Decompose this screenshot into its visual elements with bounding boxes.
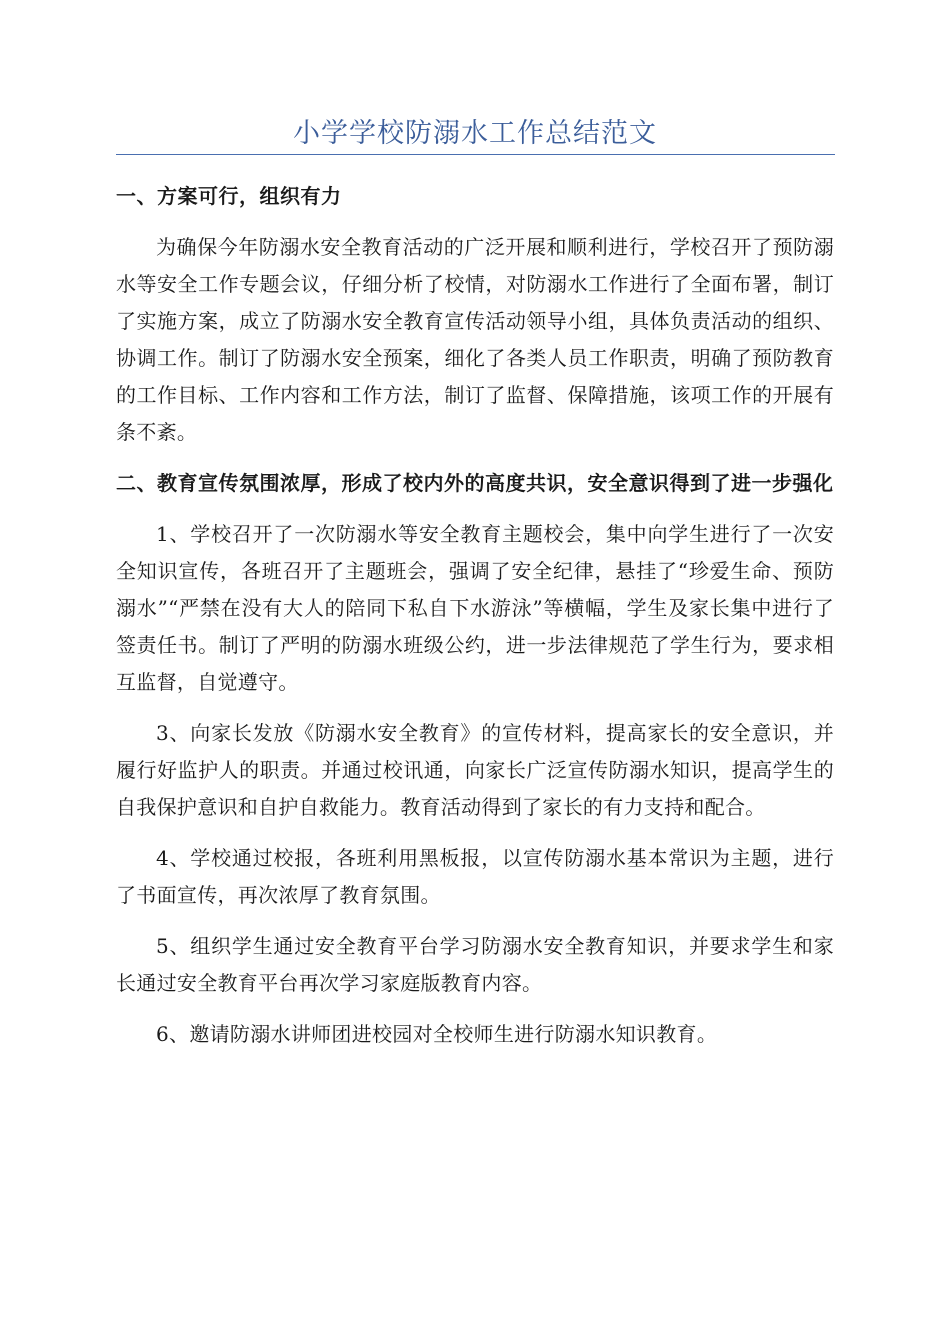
section-heading: 一、方案可行，组织有力 <box>116 184 342 208</box>
paragraph: 为确保今年防溺水安全教育活动的广泛开展和顺利进行，学校召开了预防溺水等安全工作专题会议，仔细分析了校情，对防溺水工作进行了全面布署，制订了实施方案，成立了防溺水安全教育宣传活动领导小组，具体负责活动的组织、协调工作。制订了防溺水安全预案，细化了各类人员工作职责，明确了预防教育的工作目标、工作内容和工作方法，制订了监督、保障措施，该项工作的开展有条不紊。 <box>116 235 834 444</box>
paragraph: 6、邀请防溺水讲师团进校园对全校师生进行防溺水知识教育。 <box>156 1022 718 1046</box>
title-underline <box>116 154 835 155</box>
document-title: 小学学校防溺水工作总结范文 <box>293 118 657 149</box>
section-2 <box>116 465 834 1053</box>
paragraph: 5、组织学生通过安全教育平台学习防溺水安全教育知识，并要求学生和家长通过安全教育平台再次学习家庭版教育内容。 <box>116 934 834 995</box>
document-body <box>116 178 834 1067</box>
paragraph: 1、学校召开了一次防溺水等安全教育主题校会，集中向学生进行了一次安全知识宣传，各班召开了主题班会，强调了安全纪律，悬挂了“珍爱生命、预防溺水”“严禁在没有大人的陪同下私自下水游泳”等横幅，学生及家长集中进行了签责任书。制订了严明的防溺水班级公约，进一步法律规范了学生行为，要求相互监督，自觉遵守。 <box>116 522 834 694</box>
paragraph: 4、学校通过校报，各班利用黑板报，以宣传防溺水基本常识为主题，进行了书面宣传，再次浓厚了教育氛围。 <box>116 846 834 907</box>
section-1 <box>116 178 834 451</box>
section-heading: 二、教育宣传氛围浓厚，形成了校内外的高度共识，安全意识得到了进一步强化 <box>116 471 834 495</box>
paragraph: 3、向家长发放《防溺水安全教育》的宣传材料，提高家长的安全意识，并履行好监护人的职责。并通过校讯通，向家长广泛宣传防溺水知识，提高学生的自我保护意识和自护自救能力。教育活动得到了家长的有力支持和配合。 <box>116 721 834 819</box>
